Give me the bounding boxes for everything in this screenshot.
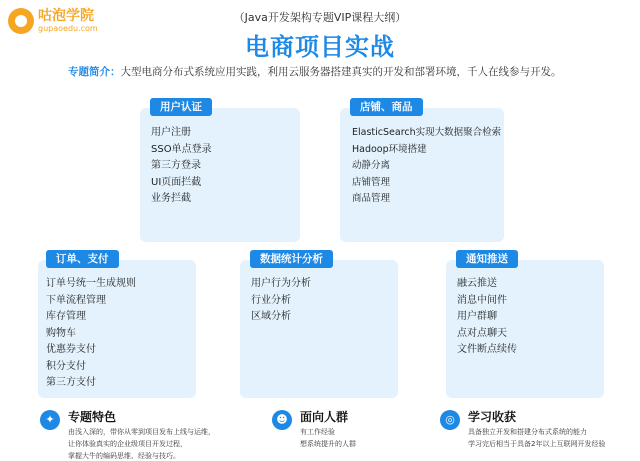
footer-gains (440, 408, 605, 449)
module-order-pay-card (38, 253, 196, 398)
footer-features-line: 掌握大牛的编码思维、经验与技巧。 (68, 452, 180, 460)
list-item: 库存管理 (46, 311, 86, 322)
module-shop-goods-list (352, 125, 501, 208)
module-user-auth-card (140, 101, 300, 242)
list-item: 用户行为分析 (251, 278, 311, 289)
intro (68, 64, 562, 79)
module-user-auth-list (151, 125, 212, 208)
list-item: 动静分离 (352, 160, 391, 171)
list-item: 区域分析 (251, 311, 291, 322)
list-item: ElasticSearch实现大数据聚合检索 (352, 127, 502, 138)
footer-features-line: 让你体验真实的企业级项目开发过程， (68, 440, 187, 448)
intro-text: 大型电商分布式系统应用实践，利用云服务器搭建真实的开发和部署环境，千人在线参与开发。 (120, 66, 562, 78)
list-item: Hadoop环境搭建 (352, 143, 427, 155)
module-notification-card (446, 253, 604, 398)
footer-gains-title: 学习收获 (468, 410, 517, 424)
list-item: 融云推送 (457, 278, 497, 289)
list-item: 店铺管理 (352, 176, 391, 188)
footer-audience-line: 有工作经验 (300, 428, 335, 436)
list-item: SSO单点登录 (151, 143, 212, 155)
list-item: 用户注册 (151, 127, 191, 138)
list-item: 第三方登录 (151, 160, 201, 171)
footer-audience (272, 408, 356, 449)
list-item: 文件断点续传 (457, 344, 517, 355)
logo-url: gupaoedu.com (38, 24, 98, 33)
footer-gains-line: 学习完后相当于具备2年以上互联网开发经验 (468, 440, 606, 448)
module-data-analysis-title: 数据统计分析 (250, 250, 333, 268)
list-item: 第三方支付 (46, 377, 96, 388)
footer-features (40, 408, 215, 461)
module-data-analysis-card (240, 253, 398, 398)
list-item: 下单流程管理 (46, 294, 106, 306)
list-item: 业务拦截 (151, 193, 191, 204)
list-item: UI页面拦截 (151, 176, 202, 188)
footer-features-line: 由浅入深的，带你从零到项目发布上线与运维， (68, 428, 215, 436)
list-item: 消息中间件 (457, 294, 507, 306)
page-subtitle: （Java开发架构专题VIP课程大纲） (233, 11, 407, 24)
module-order-pay-title: 订单、支付 (46, 250, 119, 268)
module-notification-list (457, 276, 517, 359)
list-item: 用户群聊 (457, 311, 497, 322)
module-user-auth-title: 用户认证 (150, 98, 212, 116)
list-item: 优惠券支付 (46, 344, 96, 355)
list-item: 点对点聊天 (457, 327, 507, 339)
module-shop-goods-card (340, 101, 504, 242)
list-item: 积分支付 (46, 360, 86, 372)
target-icon: ◎ (440, 410, 460, 430)
footer-audience-title: 面向人群 (300, 410, 349, 424)
intro-label: 专题简介： (68, 66, 121, 78)
module-shop-goods-title: 店铺、商品 (350, 98, 423, 116)
footer-audience-line: 想系统提升的人群 (300, 440, 356, 448)
list-item: 行业分析 (251, 294, 291, 306)
list-item: 订单号统一生成规则 (46, 278, 136, 289)
page-title: 电商项目实战 (245, 33, 395, 61)
logo-name: 咕泡学院 (38, 8, 94, 24)
module-notification-title: 通知推送 (456, 250, 518, 268)
lightbulb-icon: ✦ (40, 410, 60, 430)
module-data-analysis-list (251, 276, 311, 326)
list-item: 购物车 (46, 327, 76, 339)
list-item: 商品管理 (352, 193, 391, 204)
people-icon: ☻ (272, 410, 292, 430)
module-order-pay-list (46, 276, 136, 392)
footer-gains-line: 具备独立开发和搭建分布式系统的能力 (468, 428, 587, 436)
footer-features-title: 专题特色 (68, 410, 117, 424)
